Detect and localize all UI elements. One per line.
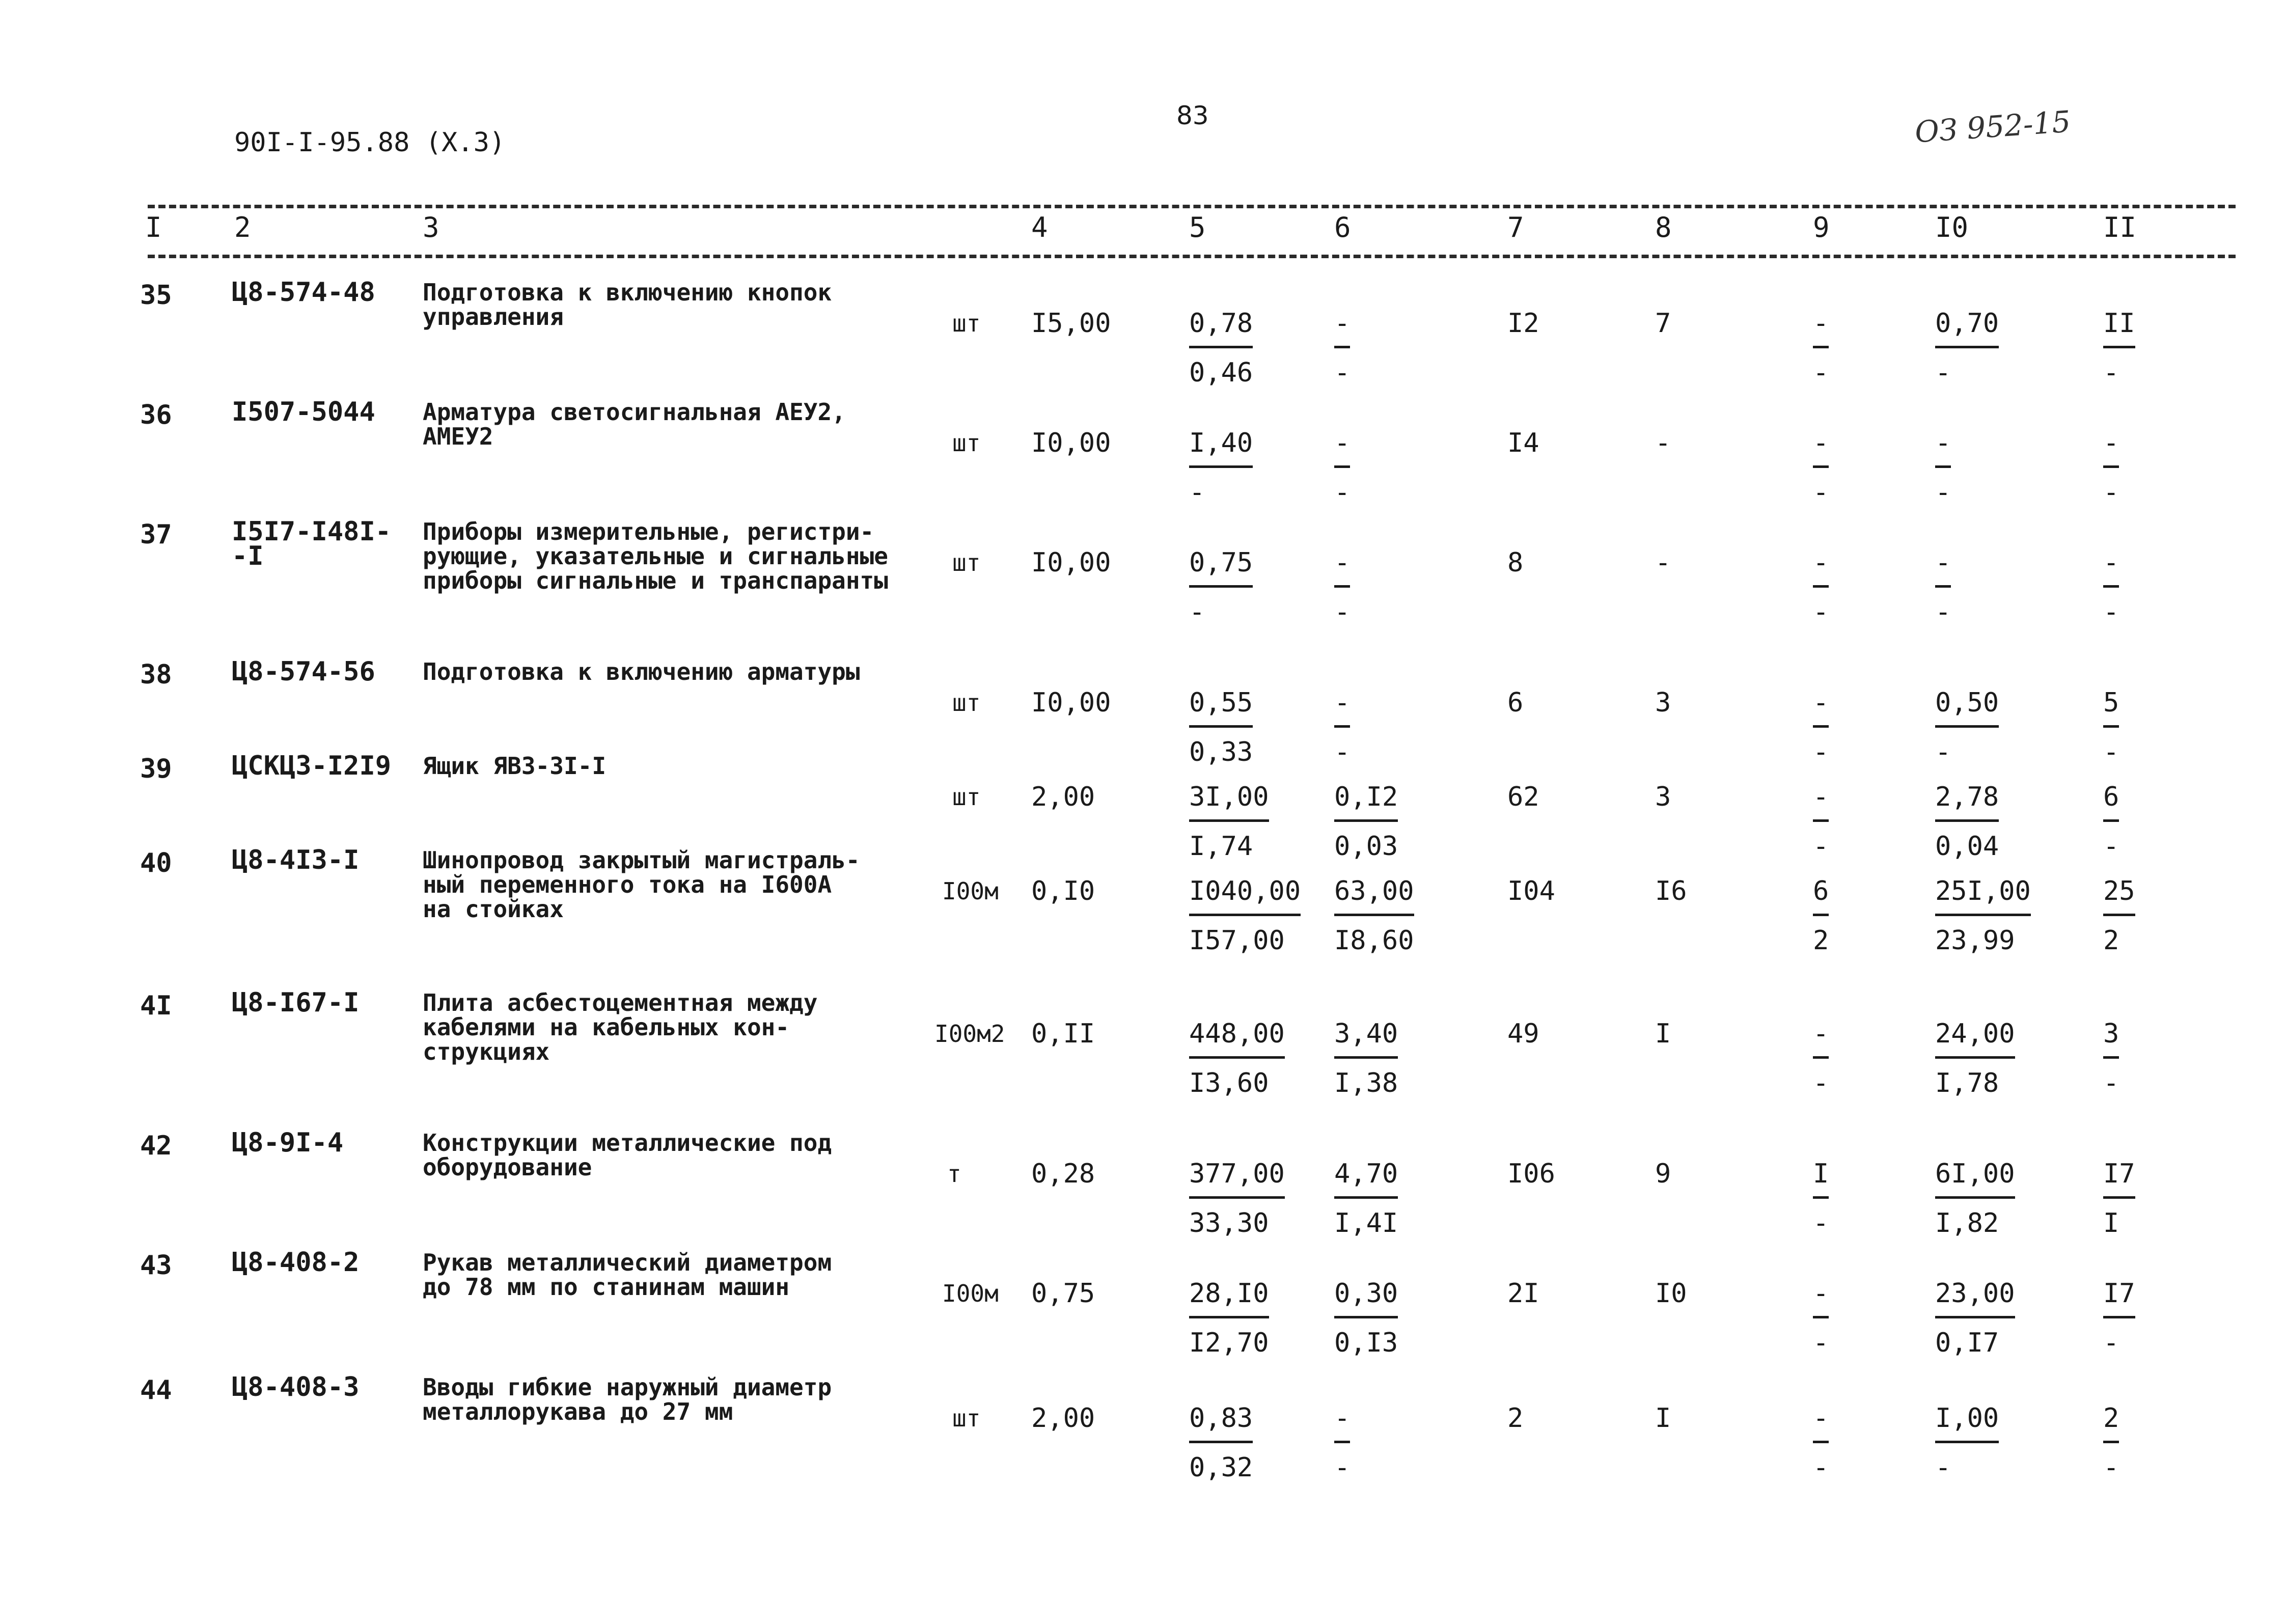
quantity: 2,00: [1031, 1403, 1095, 1434]
fraction-c11: [2103, 1403, 2119, 1483]
item-description: Арматура светосигнальная АЕУ2, АМЕУ2: [423, 398, 846, 450]
fraction-numerator: 28,I0: [1189, 1278, 1269, 1318]
fraction-c6: [1334, 428, 1350, 508]
row-number: 39: [140, 754, 172, 784]
fraction-denominator: -: [1935, 597, 1951, 627]
column-header: 4: [1031, 211, 1048, 243]
fraction-denominator: -: [1334, 1452, 1351, 1483]
fraction-denominator: -: [1813, 1452, 1829, 1483]
column-header: I: [145, 211, 162, 243]
fraction-numerator: 6: [1813, 876, 1829, 916]
fraction-denominator: I,4I: [1334, 1208, 1398, 1238]
row-number: 44: [140, 1375, 172, 1406]
fraction-c6: [1334, 1278, 1398, 1358]
item-description: Подготовка к включению кнопок управления: [423, 279, 832, 331]
item-description: Шинопровод закрытый магистраль- ный переменного тока на I600А на стойках: [423, 846, 860, 923]
fraction-c11: [2103, 1278, 2135, 1358]
item-code: I507-5044: [232, 397, 375, 427]
fraction-numerator: 4,70: [1334, 1159, 1398, 1199]
fraction-denominator: -: [1935, 1452, 1951, 1483]
fraction-denominator: 2: [2103, 925, 2119, 956]
col-8-value: I6: [1655, 876, 1687, 906]
fraction-numerator: -: [1813, 1403, 1829, 1443]
fraction-numerator: -: [1813, 547, 1829, 588]
col-7-value: I4: [1507, 428, 1539, 458]
fraction-c9: [1813, 428, 1829, 508]
fraction-c9: [1813, 547, 1829, 627]
table-header-rule: [148, 255, 2236, 258]
fraction-denominator: -: [1935, 737, 1951, 767]
fraction-denominator: -: [1813, 1208, 1829, 1238]
fraction-c11: [2103, 876, 2135, 956]
col-7-value: I06: [1507, 1159, 1555, 1189]
row-number: 4I: [140, 990, 172, 1021]
column-header: I0: [1935, 211, 1969, 243]
fraction-denominator: 2: [1813, 925, 1829, 956]
unit-of-measure: шт: [952, 549, 981, 576]
fraction-denominator: -: [2103, 1068, 2119, 1098]
fraction-numerator: 63,00: [1334, 876, 1414, 916]
fraction-c5: [1189, 547, 1253, 627]
unit-of-measure: I00м: [942, 1280, 999, 1307]
fraction-denominator: 33,30: [1189, 1208, 1269, 1238]
fraction-denominator: I,78: [1935, 1068, 1999, 1098]
fraction-numerator: -: [1334, 308, 1350, 348]
fraction-c10: [1935, 1159, 2015, 1238]
fraction-numerator: I040,00: [1189, 876, 1301, 916]
quantity: 2,00: [1031, 782, 1095, 812]
fraction-denominator: 0,I7: [1935, 1328, 1999, 1358]
item-description: Конструкции металлические под оборудование: [423, 1129, 832, 1181]
item-description: Плита асбестоцементная между кабелями на кабельных кон- струкциях: [423, 989, 818, 1065]
item-code: Ц8-408-3: [232, 1372, 360, 1402]
unit-of-measure: шт: [952, 689, 981, 717]
table-row: [0, 987, 2286, 1113]
fraction-c10: [1935, 1278, 2015, 1358]
col-7-value: 8: [1507, 547, 1524, 578]
fraction-denominator: -: [1935, 477, 1951, 508]
fraction-numerator: 24,00: [1935, 1019, 2015, 1059]
fraction-numerator: 0,55: [1189, 687, 1253, 728]
fraction-numerator: 377,00: [1189, 1159, 1285, 1199]
table-row: [0, 1372, 2286, 1497]
fraction-c6: [1334, 876, 1414, 956]
fraction-c9: [1813, 1278, 1829, 1358]
quantity: 0,II: [1031, 1019, 1095, 1049]
fraction-numerator: I: [1813, 1159, 1829, 1199]
fraction-denominator: -: [1935, 357, 1951, 388]
col-8-value: 9: [1655, 1159, 1671, 1189]
unit-of-measure: т: [947, 1160, 961, 1188]
col-7-value: 2I: [1507, 1278, 1539, 1309]
fraction-numerator: I7: [2103, 1159, 2135, 1199]
col-7-value: 49: [1507, 1019, 1539, 1049]
fraction-numerator: 23,00: [1935, 1278, 2015, 1318]
row-number: 42: [140, 1131, 172, 1161]
fraction-denominator: 0,04: [1935, 831, 1999, 862]
fraction-denominator: -: [1813, 477, 1829, 508]
item-code: Ц8-408-2: [232, 1247, 360, 1278]
fraction-denominator: -: [1334, 357, 1351, 388]
col-7-value: 6: [1507, 687, 1524, 718]
fraction-denominator: I,38: [1334, 1068, 1398, 1098]
fraction-numerator: -: [1334, 687, 1350, 728]
column-header: 2: [234, 211, 251, 243]
fraction-denominator: 23,99: [1935, 925, 2015, 956]
item-code: Ц8-I67-I: [232, 987, 360, 1018]
fraction-numerator: II: [2103, 308, 2135, 348]
fraction-denominator: -: [1334, 477, 1351, 508]
quantity: I0,00: [1031, 547, 1111, 578]
fraction-denominator: -: [1813, 597, 1829, 627]
fraction-numerator: 0,78: [1189, 308, 1253, 348]
fraction-denominator: 0,03: [1334, 831, 1398, 862]
fraction-c10: [1935, 308, 1999, 388]
item-description: Ящик ЯВЗ-3I-I: [423, 752, 607, 780]
col-7-value: I2: [1507, 308, 1539, 339]
unit-of-measure: шт: [952, 1405, 981, 1432]
fraction-denominator: -: [2103, 597, 2119, 627]
table-row: [0, 516, 2286, 642]
fraction-numerator: -: [1813, 1278, 1829, 1318]
fraction-c6: [1334, 308, 1350, 388]
item-code: ЦСКЦ3-I2I9: [232, 751, 392, 781]
row-number: 35: [140, 280, 172, 311]
fraction-numerator: I7: [2103, 1278, 2135, 1318]
fraction-numerator: -: [1813, 308, 1829, 348]
fraction-denominator: -: [2103, 1452, 2119, 1483]
fraction-numerator: -: [2103, 428, 2119, 468]
item-code: I5I7-I48I- -I: [232, 516, 392, 571]
fraction-numerator: I,40: [1189, 428, 1253, 468]
fraction-denominator: I: [2103, 1208, 2119, 1238]
fraction-c6: [1334, 547, 1350, 627]
fraction-numerator: I,00: [1935, 1403, 1999, 1443]
fraction-denominator: -: [1189, 597, 1205, 627]
fraction-c10: [1935, 547, 1951, 627]
col-7-value: 2: [1507, 1403, 1524, 1434]
fraction-numerator: 0,83: [1189, 1403, 1253, 1443]
fraction-c11: [2103, 428, 2119, 508]
fraction-c9: [1813, 308, 1829, 388]
item-code: Ц8-4I3-I: [232, 845, 360, 875]
fraction-numerator: 2,78: [1935, 782, 1999, 822]
fraction-c6: [1334, 1159, 1398, 1238]
quantity: I5,00: [1031, 308, 1111, 339]
fraction-c10: [1935, 1403, 1999, 1483]
fraction-denominator: -: [1334, 737, 1351, 767]
row-number: 36: [140, 400, 172, 430]
fraction-c5: [1189, 308, 1253, 388]
fraction-denominator: -: [1813, 1328, 1829, 1358]
fraction-c6: [1334, 1403, 1350, 1483]
fraction-numerator: -: [1334, 547, 1350, 588]
fraction-c5: [1189, 1159, 1285, 1238]
fraction-denominator: -: [2103, 1328, 2119, 1358]
row-number: 40: [140, 848, 172, 878]
fraction-numerator: 3I,00: [1189, 782, 1269, 822]
row-number: 43: [140, 1250, 172, 1281]
column-header: 9: [1813, 211, 1830, 243]
quantity: 0,75: [1031, 1278, 1095, 1309]
col-8-value: 3: [1655, 782, 1671, 812]
fraction-denominator: -: [2103, 737, 2119, 767]
fraction-denominator: -: [2103, 477, 2119, 508]
fraction-numerator: 0,70: [1935, 308, 1999, 348]
fraction-numerator: -: [1935, 428, 1951, 468]
fraction-denominator: -: [1813, 1068, 1829, 1098]
fraction-numerator: 0,50: [1935, 687, 1999, 728]
unit-of-measure: I00м2: [934, 1020, 1005, 1048]
fraction-c9: [1813, 1019, 1829, 1098]
fraction-numerator: -: [1935, 547, 1951, 588]
fraction-c10: [1935, 1019, 2015, 1098]
table-top-rule: [148, 205, 2236, 208]
row-number: 37: [140, 519, 172, 550]
fraction-denominator: I,74: [1189, 831, 1253, 862]
fraction-denominator: I57,00: [1189, 925, 1285, 956]
col-7-value: I04: [1507, 876, 1555, 906]
unit-of-measure: шт: [952, 310, 981, 337]
fraction-denominator: -: [2103, 831, 2119, 862]
column-header: 7: [1507, 211, 1524, 243]
fraction-c5: [1189, 428, 1253, 508]
fraction-numerator: 3,40: [1334, 1019, 1398, 1059]
fraction-numerator: 6I,00: [1935, 1159, 2015, 1199]
fraction-numerator: -: [1813, 1019, 1829, 1059]
fraction-c9: [1813, 876, 1829, 956]
fraction-c5: [1189, 1403, 1253, 1483]
fraction-numerator: 0,75: [1189, 547, 1253, 588]
fraction-denominator: -: [1813, 737, 1829, 767]
table-row: [0, 397, 2286, 522]
fraction-denominator: -: [1813, 357, 1829, 388]
quantity: 0,28: [1031, 1159, 1095, 1189]
fraction-c10: [1935, 876, 2031, 956]
fraction-c5: [1189, 1019, 1285, 1098]
col-7-value: 62: [1507, 782, 1539, 812]
fraction-c5: [1189, 1278, 1269, 1358]
fraction-numerator: -: [1813, 687, 1829, 728]
col-8-value: I: [1655, 1019, 1671, 1049]
fraction-c11: [2103, 1159, 2135, 1238]
item-description: Подготовка к включению арматуры: [423, 658, 860, 685]
row-number: 38: [140, 659, 172, 690]
table-row: [0, 1127, 2286, 1253]
quantity: 0,I0: [1031, 876, 1095, 906]
column-header: II: [2103, 211, 2137, 243]
page-number: 83: [1176, 101, 1209, 130]
fraction-numerator: -: [1813, 428, 1829, 468]
column-header: 3: [423, 211, 439, 243]
item-code: Ц8-9I-4: [232, 1127, 344, 1158]
fraction-denominator: -: [2103, 357, 2119, 388]
col-8-value: I0: [1655, 1278, 1687, 1309]
fraction-numerator: 2: [2103, 1403, 2119, 1443]
fraction-numerator: 3: [2103, 1019, 2119, 1059]
handwritten-stamp: ОЗ 952-15: [1914, 104, 2072, 150]
item-code: Ц8-574-48: [232, 277, 375, 308]
fraction-denominator: 0,32: [1189, 1452, 1253, 1483]
col-8-value: 3: [1655, 687, 1671, 718]
fraction-numerator: -: [1334, 1403, 1350, 1443]
fraction-denominator: 0,46: [1189, 357, 1253, 388]
column-header: 8: [1655, 211, 1672, 243]
item-description: Рукав металлический диаметром до 78 мм по станинам машин: [423, 1249, 832, 1301]
item-code: Ц8-574-56: [232, 656, 375, 687]
fraction-denominator: I2,70: [1189, 1328, 1269, 1358]
col-8-value: -: [1655, 428, 1671, 458]
fraction-numerator: -: [1334, 428, 1350, 468]
fraction-denominator: -: [1813, 831, 1829, 862]
fraction-numerator: 0,30: [1334, 1278, 1398, 1318]
fraction-numerator: -: [2103, 547, 2119, 588]
fraction-c5: [1189, 876, 1301, 956]
fraction-numerator: 25I,00: [1935, 876, 2031, 916]
fraction-denominator: -: [1334, 597, 1351, 627]
item-description: Приборы измерительные, регистри- рующие, указательные и сигнальные приборы сигнальные и транспаранты: [423, 518, 888, 594]
column-header: 6: [1334, 211, 1351, 243]
document-code: 90I-I-95.88 (X.3): [234, 127, 506, 158]
fraction-numerator: 0,I2: [1334, 782, 1398, 822]
fraction-numerator: 5: [2103, 687, 2119, 728]
fraction-c11: [2103, 547, 2119, 627]
unit-of-measure: шт: [952, 429, 981, 457]
fraction-numerator: 6: [2103, 782, 2119, 822]
table-row: [0, 277, 2286, 402]
col-8-value: -: [1655, 547, 1671, 578]
unit-of-measure: I00м: [942, 877, 999, 905]
item-description: Вводы гибкие наружный диаметр металлорукава до 27 мм: [423, 1373, 832, 1425]
fraction-numerator: 448,00: [1189, 1019, 1285, 1059]
column-header: 5: [1189, 211, 1206, 243]
fraction-c9: [1813, 1159, 1829, 1238]
col-8-value: I: [1655, 1403, 1671, 1434]
fraction-denominator: I3,60: [1189, 1068, 1269, 1098]
fraction-c11: [2103, 1019, 2119, 1098]
fraction-c9: [1813, 1403, 1829, 1483]
fraction-c11: [2103, 308, 2135, 388]
unit-of-measure: шт: [952, 783, 981, 811]
fraction-denominator: I,82: [1935, 1208, 1999, 1238]
fraction-denominator: 0,I3: [1334, 1328, 1398, 1358]
fraction-denominator: I8,60: [1334, 925, 1414, 956]
fraction-c6: [1334, 1019, 1398, 1098]
fraction-c10: [1935, 428, 1951, 508]
table-row: [0, 1247, 2286, 1372]
fraction-numerator: -: [1813, 782, 1829, 822]
quantity: I0,00: [1031, 687, 1111, 718]
fraction-denominator: -: [1189, 477, 1205, 508]
fraction-denominator: 0,33: [1189, 737, 1253, 767]
col-8-value: 7: [1655, 308, 1671, 339]
fraction-numerator: 25: [2103, 876, 2135, 916]
quantity: I0,00: [1031, 428, 1111, 458]
